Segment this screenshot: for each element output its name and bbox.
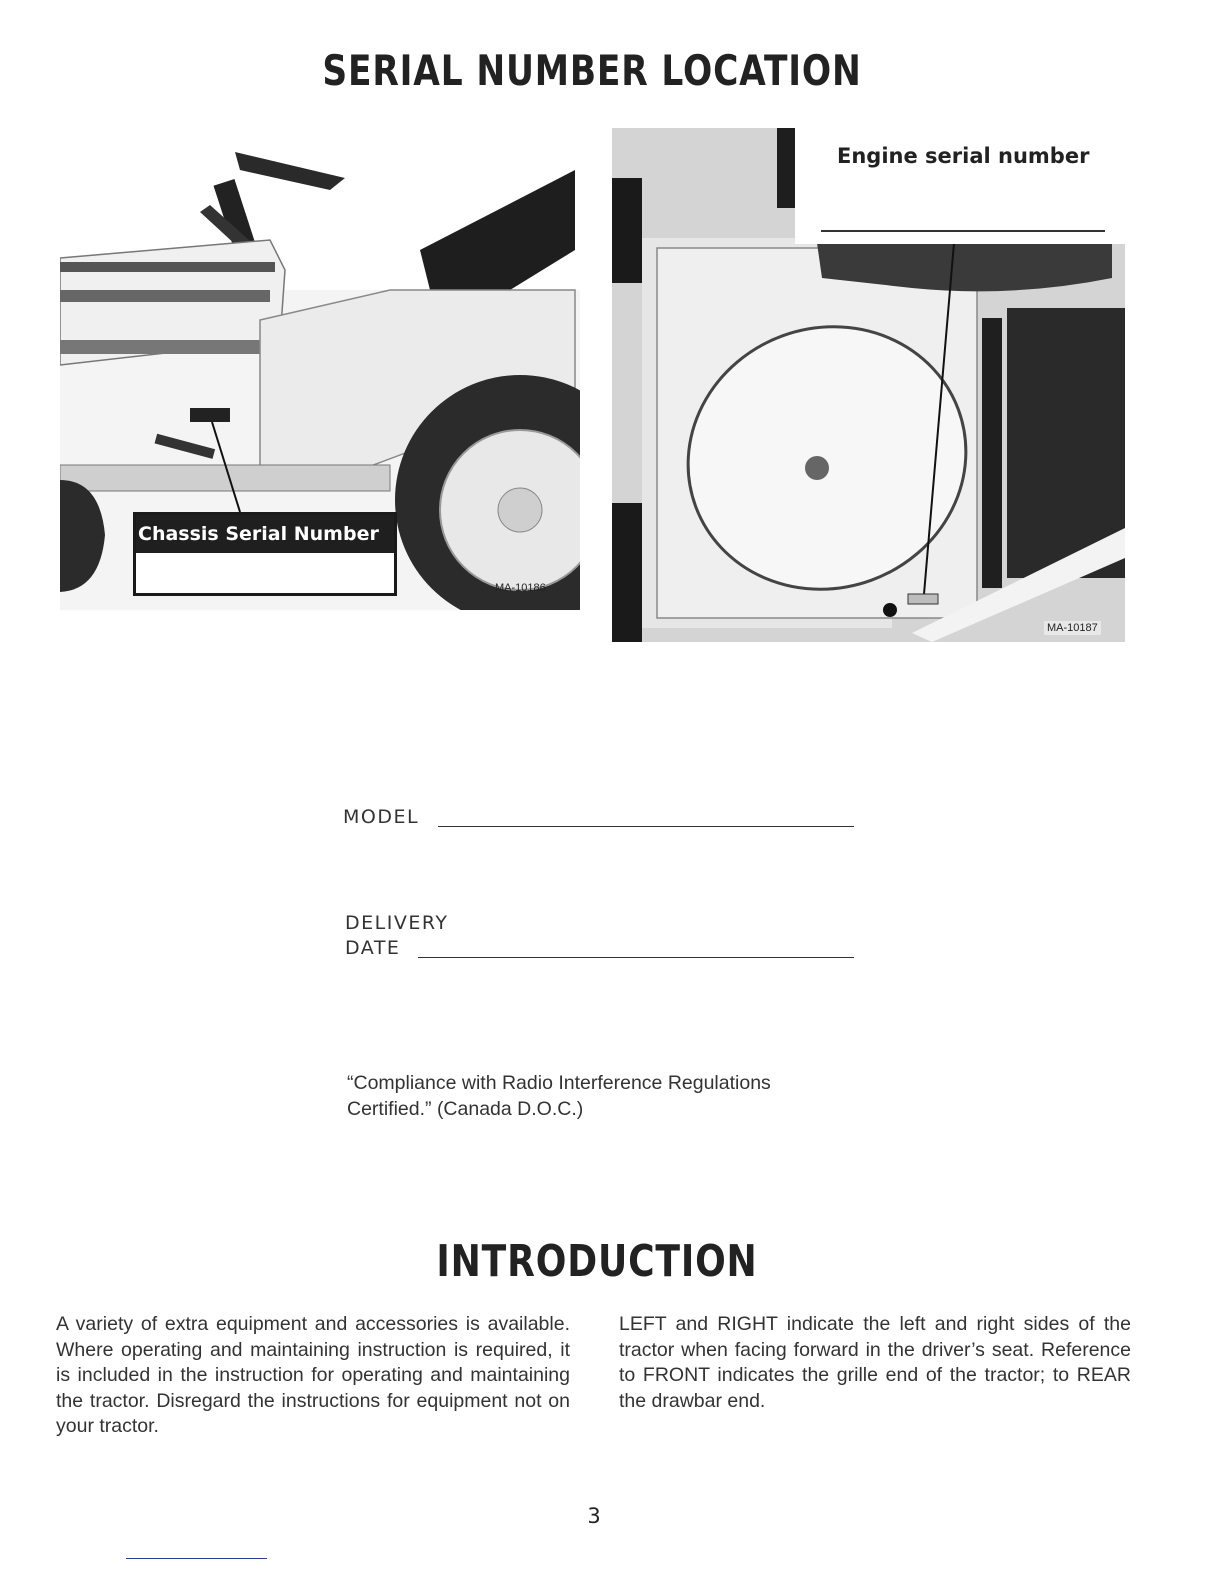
chassis-serial-number-label: Chassis Serial Number xyxy=(136,515,394,553)
model-label: MODEL xyxy=(343,806,420,828)
date-label: DATE xyxy=(345,937,401,959)
figure-id-engine: MA-10187 xyxy=(1044,621,1101,635)
model-blank-line xyxy=(438,826,854,827)
engine-serial-number-blank xyxy=(821,230,1105,232)
compliance-line-2: Certified.” (Canada D.O.C.) xyxy=(347,1097,584,1120)
footer-rule xyxy=(126,1558,267,1559)
introduction-heading: INTRODUCTION xyxy=(436,1236,758,1287)
compliance-statement xyxy=(347,1071,887,1122)
introduction-right-paragraph: LEFT and RIGHT indicate the left and right sides of the tractor when facing forward in the driver’s seat. Reference to FRONT indicates the grille end of the tractor; to REAR the drawbar end. xyxy=(619,1313,1131,1412)
engine-serial-number-box xyxy=(795,128,1125,244)
page-number: 3 xyxy=(587,1504,601,1528)
page-title: SERIAL NUMBER LOCATION xyxy=(322,46,862,95)
compliance-line-1: “Compliance with Radio Interference Regulations xyxy=(347,1072,771,1094)
engine-serial-number-label: Engine serial number xyxy=(837,144,1090,168)
chassis-serial-number-box xyxy=(133,512,397,596)
introduction-left-paragraph: A variety of extra equipment and accessories is available. Where operating and maintaining instruction is required, it is included in the instruction for operating and maintaining the tractor. Disregard the instructions for equipment not on your tractor. xyxy=(56,1313,570,1437)
delivery-date-blank-line xyxy=(418,957,854,958)
delivery-label: DELIVERY xyxy=(345,912,449,934)
figure-id-chassis: MA-10186 xyxy=(495,582,546,594)
